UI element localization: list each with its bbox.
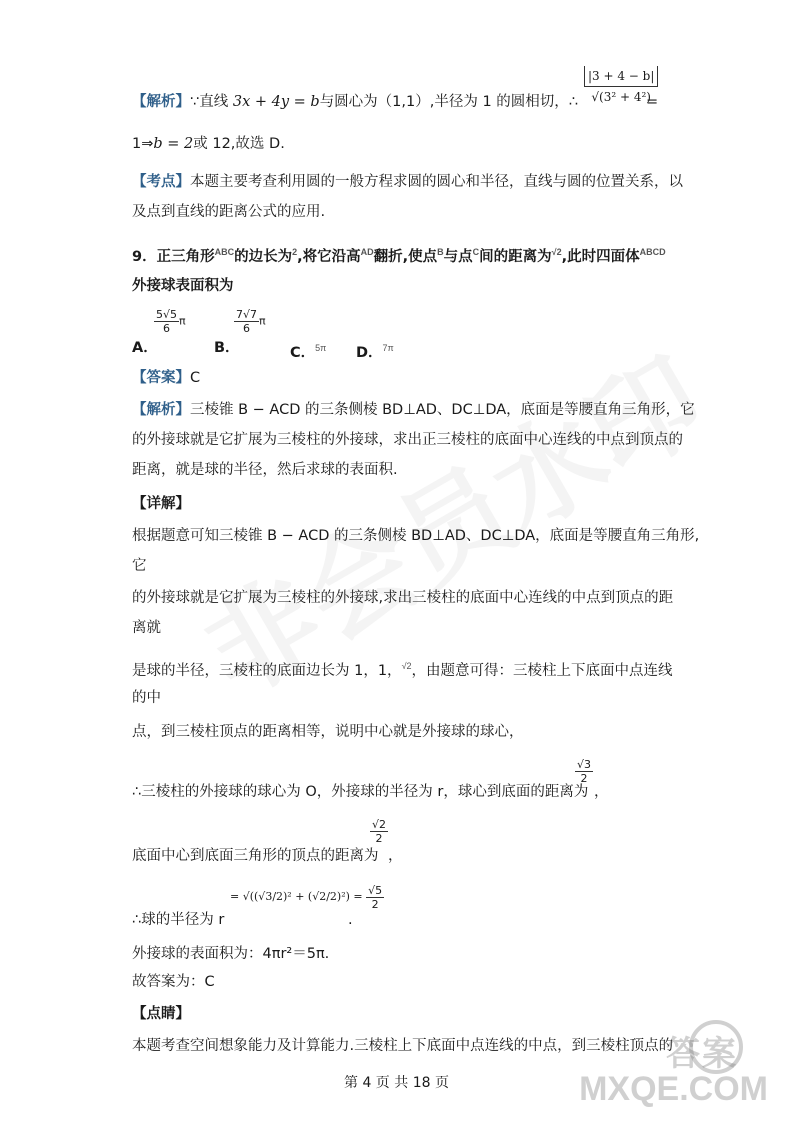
answer-tag: 【答案】 bbox=[132, 370, 190, 386]
option-label: C． bbox=[290, 344, 316, 361]
analysis-line-2 bbox=[132, 134, 285, 154]
label-abc: ABC bbox=[214, 247, 235, 257]
text: 的边长为 bbox=[234, 248, 293, 265]
label-c: C bbox=[472, 247, 480, 257]
analysis-tag: 【解析】 bbox=[132, 402, 190, 418]
fraction-numerator: 7√7 bbox=[236, 308, 258, 321]
text: 与点 bbox=[443, 248, 473, 265]
text: 三棱锥 B − ACD 的三条侧棱 BD⊥AD、DC⊥DA，底面是等腰直角三角形，它 bbox=[190, 402, 695, 418]
option-label: A． bbox=[132, 340, 158, 356]
details-line-9 bbox=[132, 846, 379, 866]
option-b-value bbox=[234, 308, 266, 335]
pi-symbol: π bbox=[259, 314, 266, 328]
fraction-numerator: 5√5 bbox=[156, 308, 178, 321]
details-line-7: 点，到三棱柱顶点的距离相等，说明中心就是外接球的球心， bbox=[132, 724, 524, 740]
dianjing-tag: 【点睛】 bbox=[132, 1006, 190, 1022]
question-9-line-1 bbox=[132, 242, 666, 267]
keypoint-line-1 bbox=[132, 172, 683, 192]
text: 底面中心到底面三角形的顶点的距离为 bbox=[132, 848, 379, 864]
details-line-8 bbox=[132, 782, 588, 802]
sqrt2-value: √2 bbox=[401, 661, 412, 671]
option-value: 7π bbox=[382, 343, 394, 353]
option-label: B． bbox=[214, 340, 240, 356]
sqrt2-over-2-fraction bbox=[370, 818, 388, 845]
fraction-numerator: √3 bbox=[577, 758, 592, 771]
text: ，由题意可得：三棱柱上下底面中点连线 bbox=[411, 662, 673, 679]
text: 翻折,使点 bbox=[373, 248, 438, 265]
text: ∵直线 bbox=[190, 94, 229, 110]
text: ,此时四面体 bbox=[561, 248, 640, 265]
pi-symbol: π bbox=[179, 314, 186, 328]
site-logo bbox=[578, 1006, 778, 1116]
option-d bbox=[356, 338, 394, 363]
label-abcd: ABCD bbox=[639, 247, 666, 257]
text: ,将它沿高 bbox=[297, 248, 361, 265]
fraction-numerator: √2 bbox=[372, 818, 387, 831]
details-tag: 【详解】 bbox=[132, 496, 190, 512]
answer-line bbox=[132, 368, 200, 388]
analysis-q9-line-2: 的外接球就是它扩展为三棱柱的外接球，求出正三棱柱的底面中心连线的中点到顶点的 bbox=[132, 432, 683, 448]
fraction-denominator: 2 bbox=[580, 772, 588, 785]
text: 是球的半径，三棱柱的底面边长为 1，1， bbox=[132, 662, 402, 679]
question-9-line-2: 外接球表面积为 bbox=[132, 278, 234, 294]
page-footer: 第 4 页 共 18 页 bbox=[344, 1075, 449, 1091]
dianjing-line-1: 本题考查空间想象能力及计算能力.三棱柱上下底面中点连线的中点，到三棱柱顶点的 bbox=[132, 1038, 674, 1054]
details-line-2: 它 bbox=[132, 558, 147, 574]
label-sqrt2: √2 bbox=[551, 247, 562, 257]
details-line-3: 的外接球就是它扩展为三棱柱的外接球,求出三棱柱的底面中心连线的中点到顶点的距 bbox=[132, 590, 674, 606]
option-b bbox=[214, 338, 240, 358]
logo-bottom-text: MXQE.COM bbox=[579, 1070, 768, 1108]
text: 或 12,故选 D. bbox=[193, 136, 285, 152]
details-line-12: 故答案为：C bbox=[132, 974, 215, 990]
fraction-denominator: 6 bbox=[163, 322, 170, 335]
period: . bbox=[348, 912, 353, 928]
analysis-q9-line-3: 距离，就是球的半径，然后求球的表面积. bbox=[132, 462, 398, 478]
text: 与圆心为（1,1）,半径为 1 的圆相切，∴ bbox=[319, 94, 579, 110]
text: 9．正三角形 bbox=[132, 248, 215, 265]
comma: ， bbox=[594, 784, 609, 800]
fraction-denominator: 6 bbox=[243, 322, 250, 335]
details-line-10 bbox=[132, 910, 224, 930]
text: 本题主要考查利用圆的一般方程求圆的圆心和半径，直线与圆的位置关系，以 bbox=[190, 174, 683, 190]
option-c bbox=[290, 338, 326, 363]
label-two: 2 bbox=[292, 247, 298, 257]
text: 1⇒ bbox=[132, 136, 154, 152]
logo-top-text: 答案 bbox=[666, 1034, 738, 1074]
option-a-value bbox=[154, 308, 186, 335]
analysis-tag: 【解析】 bbox=[132, 94, 190, 110]
text: ∴球的半径为 r bbox=[132, 912, 225, 928]
fraction-denominator: 2 bbox=[375, 832, 383, 845]
option-label: D． bbox=[356, 344, 383, 361]
details-line-1: 根据题意可知三棱锥 B − ACD 的三条侧棱 BD⊥AD、DC⊥DA，底面是等腰直角三角形, bbox=[132, 528, 700, 544]
comma: ， bbox=[388, 848, 403, 864]
text: 间的距离为 bbox=[479, 248, 552, 265]
radius-formula bbox=[230, 882, 384, 912]
keypoint-line-2: 及点到直线的距离公式的应用. bbox=[132, 204, 326, 220]
details-line-4: 离就 bbox=[132, 620, 161, 636]
fraction-denominator: √(3² + 4²) bbox=[591, 90, 651, 104]
fraction-numerator: √5 bbox=[368, 883, 383, 897]
keypoint-tag: 【考点】 bbox=[132, 174, 190, 190]
analysis-q9-line-1 bbox=[132, 400, 695, 420]
equals-sign: = bbox=[646, 94, 659, 110]
text: ∴三棱柱的外接球的球心为 O，外接球的半径为 r，球心到底面的距离为 bbox=[132, 784, 589, 800]
details-line-11: 外接球的表面积为：4πr²＝5π. bbox=[132, 946, 330, 962]
option-a bbox=[132, 338, 158, 358]
label-ad: AD bbox=[360, 247, 374, 257]
option-value: 5π bbox=[315, 343, 327, 353]
formula-text: = √((√3/2)² + (√2/2)²) = bbox=[230, 890, 363, 903]
label-b: B bbox=[437, 247, 444, 257]
sqrt3-over-2-fraction bbox=[575, 758, 593, 785]
details-line-6: 的中 bbox=[132, 690, 161, 706]
fraction-denominator: 2 bbox=[371, 897, 379, 911]
equation: b = 2 bbox=[153, 136, 194, 152]
equation: 3x + 4y = b bbox=[232, 94, 320, 110]
answer-value: C bbox=[190, 370, 201, 386]
details-line-5 bbox=[132, 656, 673, 681]
analysis-line-1 bbox=[132, 92, 578, 112]
fraction-numerator: |3 + 4 − b| bbox=[584, 66, 658, 87]
